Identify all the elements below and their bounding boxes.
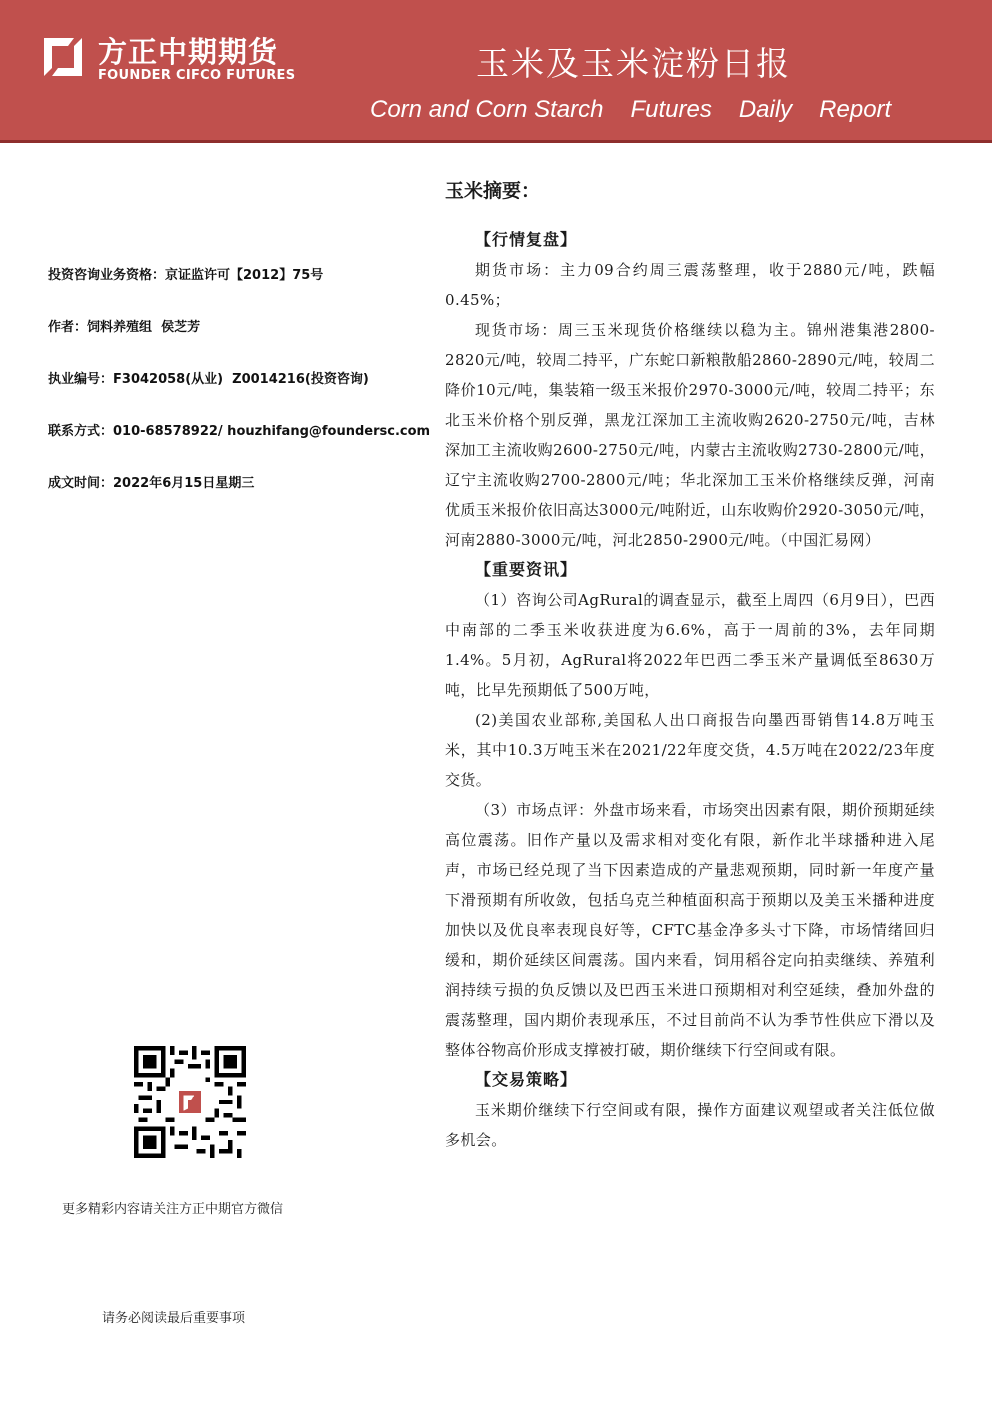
strategy-paragraph: 玉米期价继续下行空间或有限，操作方面建议观望或者关注低位做多机会。 [445,1101,935,1149]
market-review-heading: 【行情复盘】 [475,230,578,249]
disclaimer-note: 请务必阅读最后重要事项 [102,1311,246,1326]
wechat-qr-code[interactable] [134,1046,246,1158]
summary-title: 玉米摘要： [445,180,541,202]
contact-value[interactable]: 010-68578922/ houzhifang@foundersc.com [113,424,431,439]
contact-info [48,420,430,439]
license-label: 投资咨询业务资格： [48,268,166,283]
cert-info [48,368,369,387]
author-info [48,316,200,335]
license-value: 京证监许可【2012】75号 [165,268,324,283]
date-value: 2022年6月15日星期三 [113,476,255,491]
founder-logo-icon [40,34,86,80]
cert-value: F3042058(从业) Z0014216(投资咨询) [113,372,369,387]
news-item-2: (2)美国农业部称,美国私人出口商报告向墨西哥销售14.8万吨玉米，其中10.3万吨玉米在2021/22年度交货，4.5万吨在2022/23年度交货。 [445,711,935,789]
news-item-3: （3）市场点评：外盘市场来看，市场突出因素有限，期价预期延续高位震荡。旧作产量以及需求相对变化有限，新作北半球播种进入尾声，市场已经兑现了当下因素造成的产量悲观预期，同时新一年度产量下滑预期有所收敛，包括乌克兰种植面积高于预期以及美玉米播种进度加快以及优良率表现良好等，CFTC基金净多头寸下降，市场情绪回归缓和，期价延续区间震荡。国内来看，饲用稻谷定向拍卖继续、养殖利润持续亏损的负反馈以及巴西玉米进口预期相对利空延续，叠加外盘的震荡整理，国内期价表现承压，不过目前尚不认为季节性供应下滑以及整体谷物高价形成支撑被打破，期价继续下行空间或有限。 [445,801,935,1059]
news-item-1: （1）咨询公司AgRural的调查显示，截至上周四（6月9日），巴西中南部的二季玉米收获进度为6.6%，高于一周前的3%，去年同期1.4%。5月初，AgRural将2022年巴西二季玉米产量调低至8630万吨，比早先预期低了500万吨， [445,591,935,699]
title-en-word: Report [819,96,892,123]
qr-caption: 更多精彩内容请关注方正中期官方微信 [62,1202,284,1217]
spot-market-paragraph: 现货市场：周三玉米现货价格继续以稳为主。锦州港集港2800-2820元/吨，较周二持平，广东蛇口新粮散船2860-2890元/吨，较周二降价10元/吨，集装箱一级玉米报价2970-3000元/吨，较周二持平；东北玉米价格个别反弹，黑龙江深加工主流收购2620-2750元/吨，吉林深加工主流收购2600-2750元/吨，内蒙古主流收购2730-2800元/吨，辽宁主流收购2700-2800元/吨；华北深加工玉米价格继续反弹，河南优质玉米报价依旧高达3000元/吨附近，山东收购价2920-3050元/吨，河南2880-3000元/吨，河北2850-2900元/吨。（中国汇易网） [445,321,935,549]
title-en-word: Daily [738,96,793,123]
contact-label: 联系方式： [48,424,114,439]
header-banner [0,0,992,140]
title-en-word: Futures [630,96,712,123]
author-label: 作者： [48,320,88,335]
brand-name-cn: 方正中期期货 [98,35,279,69]
date-info [48,472,254,491]
license-info [48,264,323,283]
strategy-heading: 【交易策略】 [475,1070,578,1089]
futures-market-paragraph: 期货市场：主力09合约周三震荡整理，收于2880元/吨，跌幅0.45%； [445,261,935,309]
date-label: 成文时间： [48,476,114,491]
header-divider [0,140,992,143]
author-value: 饲料养殖组 侯芝芳 [87,320,201,335]
report-title-cn: 玉米及玉米淀粉日报 [476,44,791,83]
news-heading: 【重要资讯】 [475,560,578,579]
brand-name-en: FOUNDER CIFCO FUTURES [98,68,296,83]
report-title-en [370,96,918,124]
main-content [445,176,935,1155]
title-en-word: Corn and Corn Starch [370,96,604,123]
cert-label: 执业编号： [48,372,114,387]
